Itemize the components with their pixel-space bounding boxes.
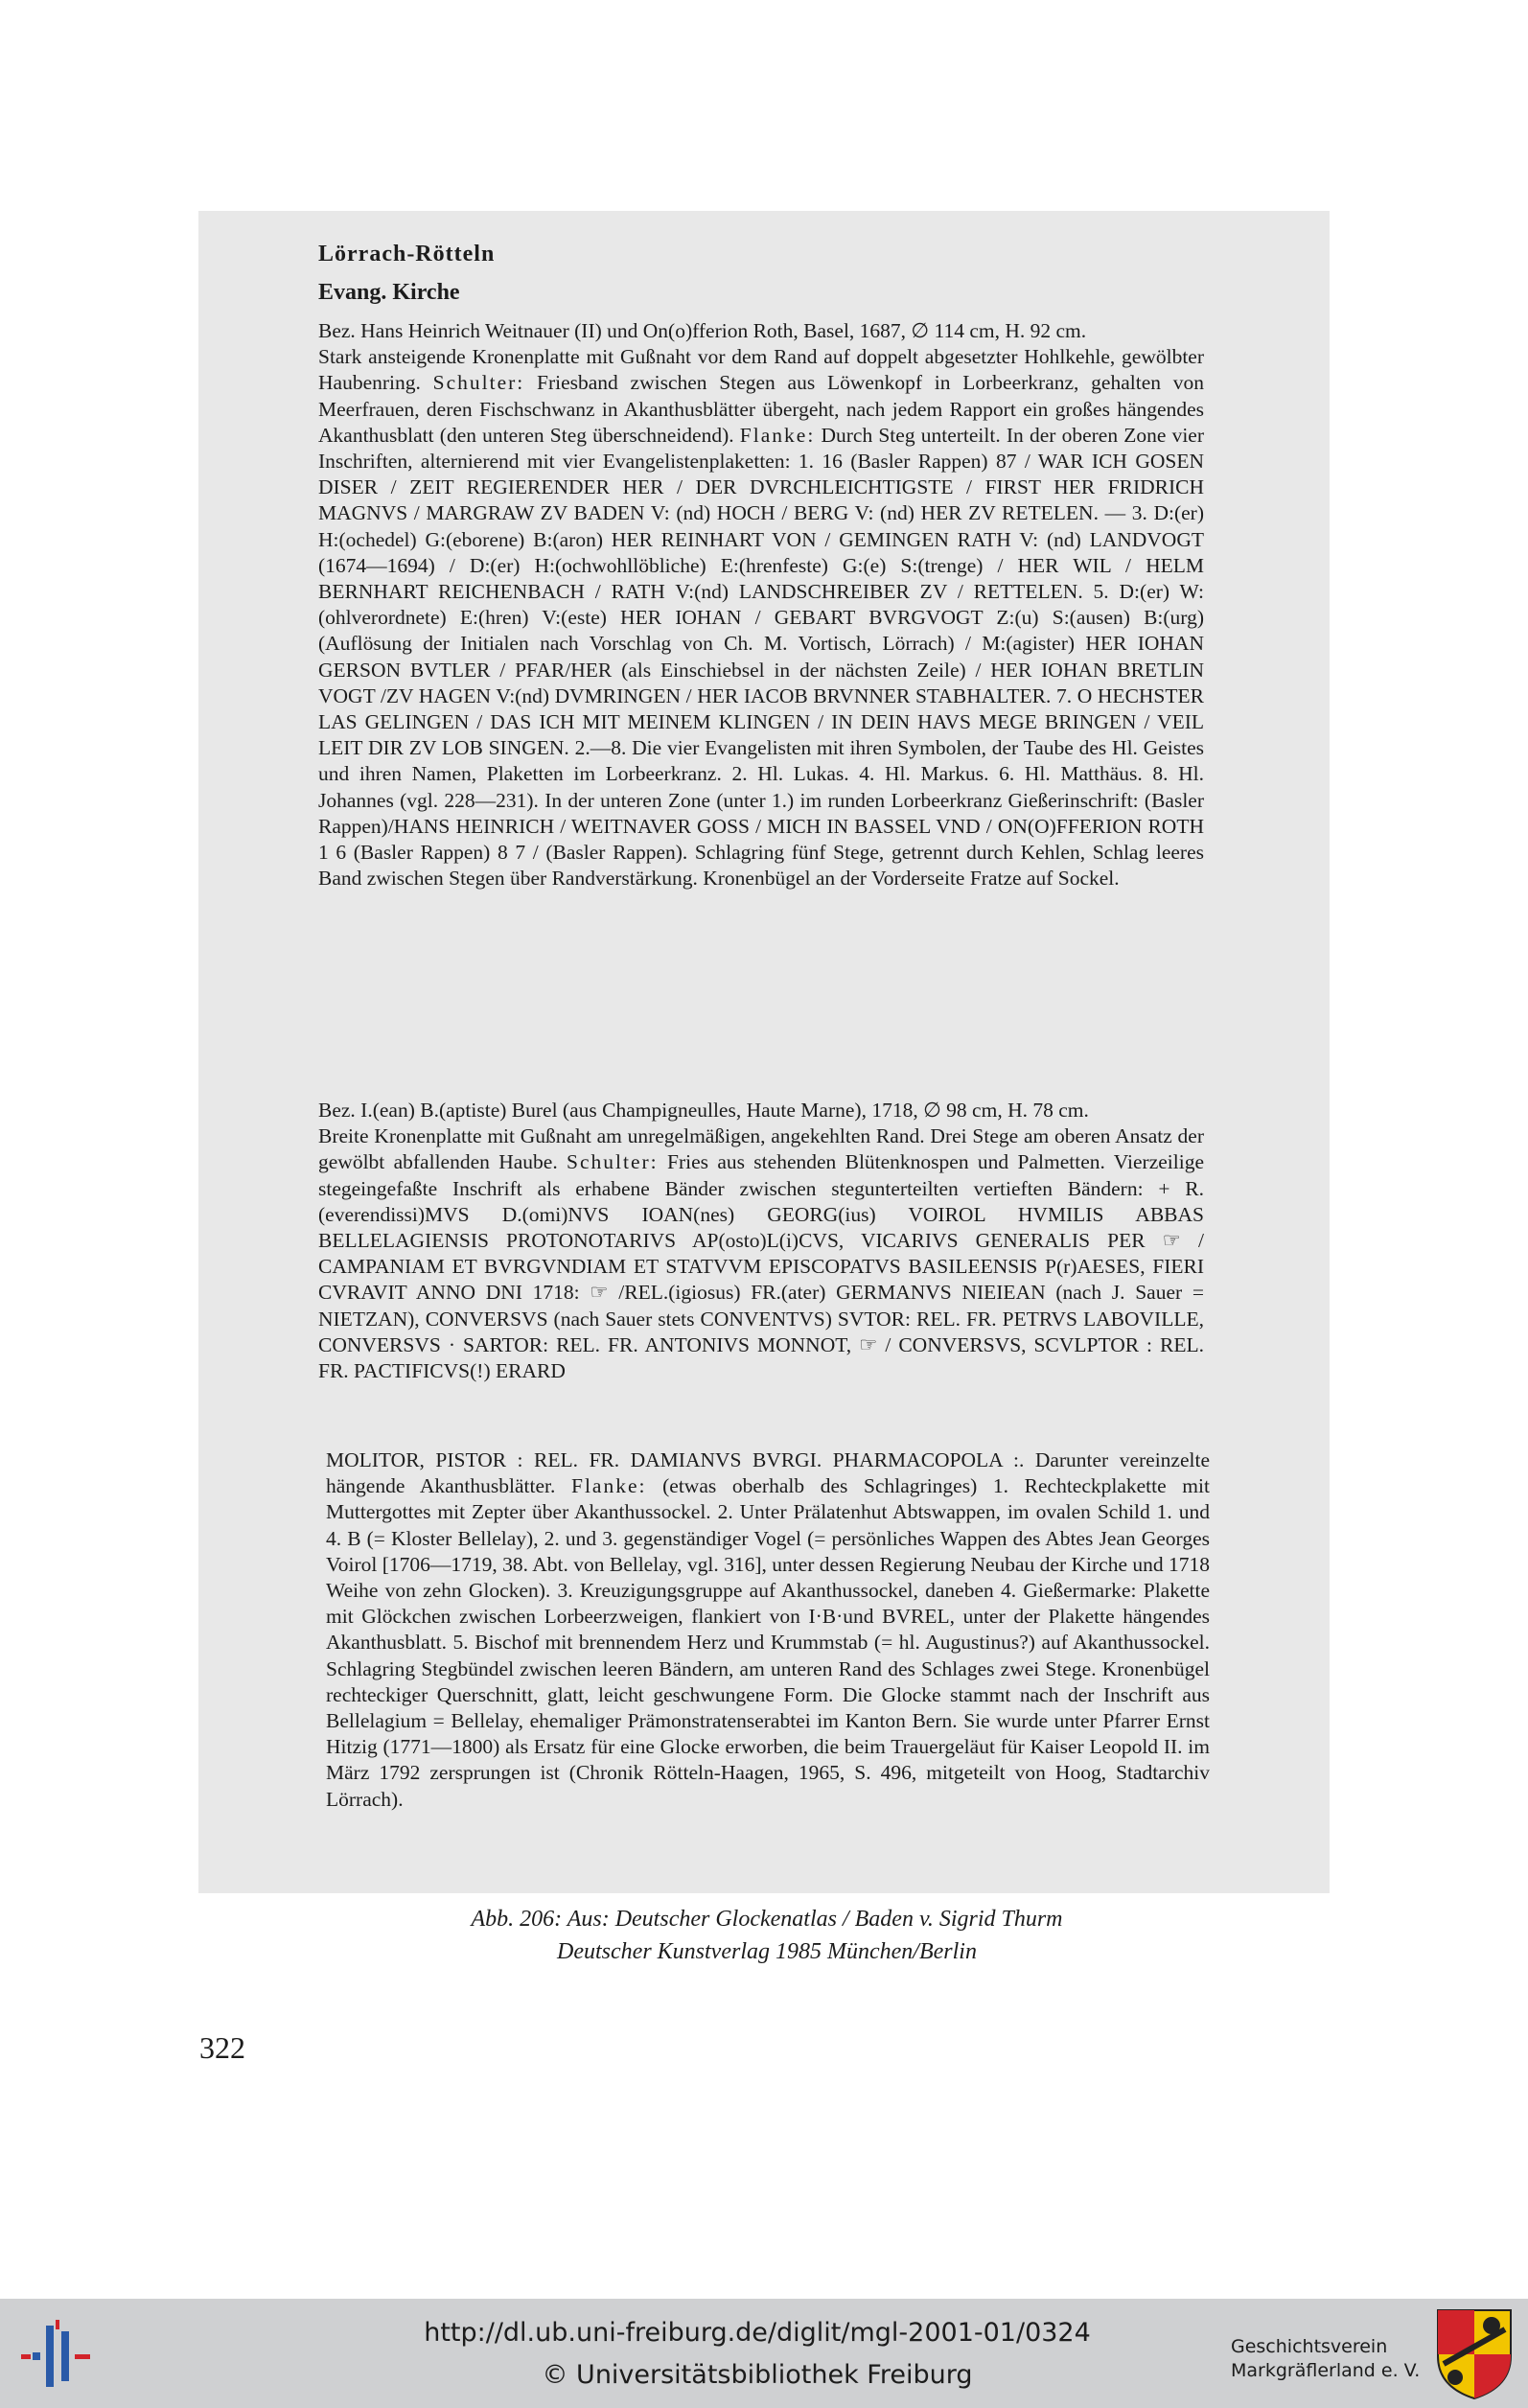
footer-bar [0,2299,1528,2408]
bell-entry-1 [318,318,1204,891]
bell-1-text-a: Stark ansteigende Kronenplatte mit Gußnaht vor dem Rand auf doppelt abgesetzter Hohlkehle, gewölbter Haubenring. [318,345,1204,395]
bell-2-cont-b: (etwas oberhalb des Schlagringes) 1. Rechteckplakette mit Muttergottes mit Zepter über Akanthussockel. 2. Unter Prälatenhut Abtswappen, im ovalen Schild 1. und 4. B (= Kloster Bellelay), 2. und 3. gegenständiger Vogel (= persönliches Wappen des Abtes Jean Georges Voirol [1706—1719, 38. Abt. von Bellelay, vgl. 316], unter dessen Regierung Neubau der Kirche und 1718 Weihe von zehn Glocken). 3. Kreuzigungsgruppe auf Akanthussockel, daneben 4. Gießermarke: Plakette mit Glöckchen zwischen Lorbeerzweigen, flankiert von I·B·und BVREL, unter der Plakette hängendes Akanthusblatt. 5. Bischof mit brennendem Herz und Krummstab (= hl. Augustinus?) auf Akanthussockel. Schlagring Stegbündel zwischen leeren Bändern, am unteren Rand des Schlages zwei Stege. Kronenbügel rechteckiger Querschnitt, glatt, leicht geschwungene Form. Die Glocke stammt nach der Inschrift aus Bellelagium = Bellelay, ehemaliger Prämonstratenserabtei im Kanton Bern. Sie wurde unter Pfarrer Ernst Hitzig (1771—1800) als Ersatz für eine Glocke erworben, die beim Trauergeläut für Kaiser Leopold II. im März 1792 zersprungen ist (Chronik Rötteln-Haagen, 1965, S. 496, mitgeteilt von Hoog, Stadtarchiv Lörrach). [326,1474,1210,1811]
caption-line-2: Deutscher Kunstverlag 1985 München/Berlin [557,1939,977,1964]
page-number: 322 [199,2030,245,2065]
ub-freiburg-logo-icon [19,2318,96,2395]
bell-1-description [318,344,1204,891]
bell-2-continuation [326,1447,1210,1813]
bell-2-designation: Bez. I.(ean) B.(aptiste) Burel (aus Champigneulles, Haute Marne), 1718, ∅ 98 cm, H. 78 cm. [318,1099,1089,1122]
society-name-line-2: Markgräflerland e. V. [1231,2360,1421,2381]
bell-1-text-c: Durch Steg unterteilt. In der oberen Zone vier Inschriften, alternierend mit vier Evangelistenplaketten: 1. 16 (Basler Rappen) 87 / WAR ICH GOSEN DISER / ZEIT REGIERENDER HER / DER DVRCHLEICHTIGSTE / FIRST HER FRIDRICH MAGNVS / MARGRAW ZV BADEN V: (nd) HOCH / BERG V: (nd) HER ZV RETELEN. — 3. D:(er) H:(ochedel) G:(eborene) B:(aron) HER REINHART VON / GEMINGEN RATH V: (nd) LANDVOGT (1674—1694) / D:(er) H:(ochwohllöbliche) E:(hrenfeste) G:(e) S:(trenge) / HER WIL / HELM BERNHART REICHENBACH / RATH V:(nd) LANDSCHREIBER ZV / RETTELEN. 5. D:(er) W:(ohlverordnete) E:(hren) V:(este) HER IOHAN / GEBART BVRGVOGT Z:(u) S:(ausen) B:(urg) (Auflösung der Initialen nach Vorschlag von Ch. M. Vortisch, Lörrach) / M:(agister) HER IOHAN GERSON BVTLER / PFAR/HER (als Einschiebsel in der nächsten Zeile) / HER IOHAN BRETLIN VOGT /ZV HAGEN V:(nd) DVMRINGEN / HER IACOB BRVNNER STABHALTER. 7. O HECHSTER LAS GELINGEN / DAS ICH MIT MEINEM KLINGEN / IN DEIN HAVS MEGE BRINGEN / VEIL LEIT DIR ZV LOB SINGEN. 2.—8. Die vier Evangelisten mit ihren Symbolen, der Taube des Hl. Geistes und ihren Namen, Plaketten im Lorbeerkranz. 2. Hl. Lukas. 4. Hl. Markus. 6. Hl. Matthäus. 8. Hl. Johannes (vgl. 228—231). In der unteren Zone (unter 1.) im runden Lorbeerkranz Gießerinschrift: (Basler Rappen)/HANS HEINRICH / WEITNAVER GOSS / MICH IN BASSEL VND / ON(O)FFERION ROTH 1 6 (Basler Rappen) 8 7 / (Basler Rappen). Schlagring fünf Stege, getrennt durch Kehlen, Schlag leeres Band zwischen Stegen über Randverstärkung. Kronenbügel an der Vorderseite Fratze auf Sockel. [318,423,1204,891]
society-name [1231,2335,1420,2383]
bell-2-text-a: Breite Kronenplatte mit Gußnaht am unregelmäßigen, angekehlten Rand. Drei Stege am oberen Ansatz der gewölbt abfallenden Haube. [318,1124,1204,1174]
location-heading: Lörrach-Rötteln [318,242,496,266]
bell-entry-2 [318,1098,1204,1384]
bell-1-flanke-label: Flanke: [739,423,816,447]
bell-1-schulter-label: Schulter: [432,371,525,395]
bell-1-text-b: Friesband zwischen Stegen aus Löwenkopf in Lorbeerkranz, gehalten von Meerfrauen, deren Fischschwanz in Akanthusblätter übergeht, nach jedem Rapport ein großes hängendes Akanthusblatt (den unteren Steg überschneidend). [318,371,1204,447]
bell-2-text-b: Fries aus stehenden Blütenknospen und Palmetten. Vierzeilige stegeingefaßte Inschrift als erhabene Bänder zwischen stegunterteilten vertieften Bändern: + R.(everendissi)MVS D.(omi)NVS IOAN(nes) GEORG(ius) VOIROL HVMILIS ABBAS BELLELAGIENSIS PROTONOTARIVS AP(osto)L(i)CVS, VICARIVS GENERALIS PER ☞ / CAMPANIAM ET BVRGVNDIAM ET STATVVM EPISCOPATVS BASILEENSIS P(r)AESES, FIERI CVRAVIT ANNO DNI 1718: ☞ /REL.(igiosus) FR.(ater) GERMANVS NIEIEAN (nach J. Sauer = NIETZAN), CONVERSVS (nach Sauer stets CONVENTVS) SVTOR: REL. FR. PETRVS LABOVILLE, CONVERSVS · SARTOR: REL. FR. ANTONIVS MONNOT, ☞ / CONVERSVS, SCVLPTOR : REL. FR. PACTIFICVS(!) ERARD [318,1150,1205,1383]
church-heading: Evang. Kirche [318,280,460,305]
coat-of-arms-icon [1434,2306,1515,2400]
permalink-url[interactable]: http://dl.ub.uni-freiburg.de/diglit/mgl-2001-01/0324 [424,2318,1091,2348]
figure-caption [288,1903,1246,1968]
bell-2-schulter-label: Schulter: [567,1150,659,1174]
bell-2-flanke-label: Flanke: [570,1474,647,1498]
bell-2-description [318,1123,1204,1384]
copyright-notice: © Universitätsbibliothek Freiburg [542,2360,973,2390]
society-name-line-1: Geschichtsverein [1231,2336,1388,2357]
bell-entry-2-continued [326,1447,1210,1813]
caption-line-1: Abb. 206: Aus: Deutscher Glockenatlas / Baden v. Sigrid Thurm [471,1907,1063,1932]
bell-2-cont-a: MOLITOR, PISTOR : REL. FR. DAMIANVS BVRGI. PHARMACOPOLA :. Darunter vereinzelte hängende Akanthusblätter. [326,1448,1210,1498]
bell-1-designation: Bez. Hans Heinrich Weitnauer (II) und On(o)fferion Roth, Basel, 1687, ∅ 114 cm, H. 92 cm. [318,319,1087,342]
